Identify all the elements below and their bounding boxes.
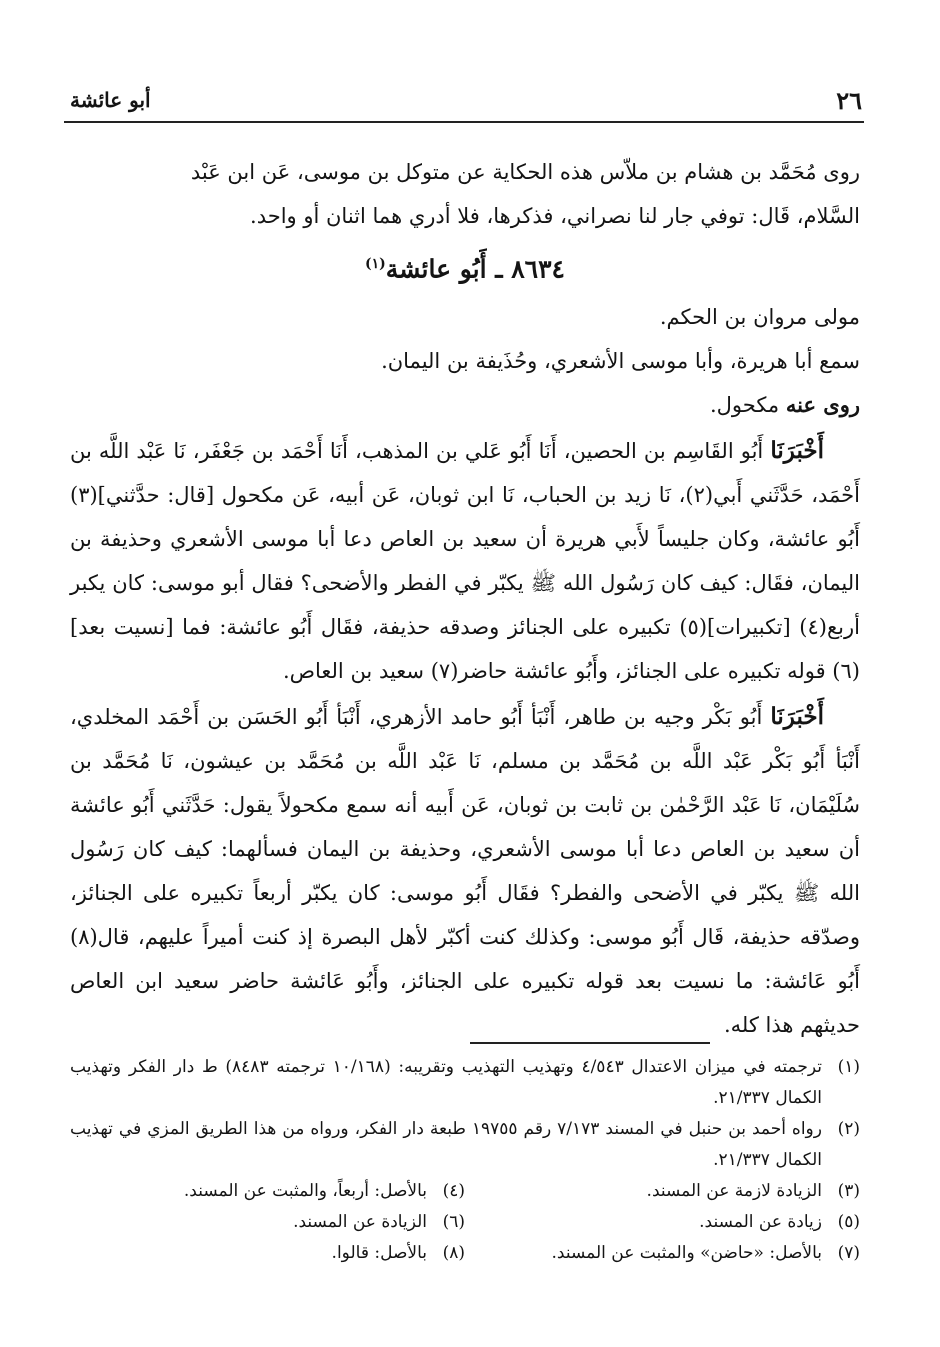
mawla-line: مولى مروان بن الحكم. xyxy=(659,305,860,330)
footnote-2-number: (٢) xyxy=(837,1119,860,1139)
intro-line-1: روى مُحَمَّد بن هشام بن ملاّس هذه الحكاية عن متوكل بن موسى، عَن ابن عَبْد xyxy=(190,160,860,184)
entry-heading-note: (١) xyxy=(365,256,386,272)
footnote-1-number: (١) xyxy=(837,1057,860,1077)
header-rule xyxy=(64,121,864,123)
footnote-7 xyxy=(465,1238,860,1269)
paragraph-2-lead: أَخْبَرَنَا xyxy=(770,703,824,731)
footnote-6-text: الزيادة عن المسند. xyxy=(293,1212,427,1232)
footnote-7-number: (٧) xyxy=(837,1243,860,1263)
footnote-8-number: (٨) xyxy=(442,1243,465,1263)
rawa-line xyxy=(70,383,860,427)
footnote-5 xyxy=(465,1207,860,1238)
paragraph-1-text: أَبُو القَاسِم بن الحصين، أَنَا أَبُو عَلي بن المذهب، أَنَا أَحْمَد بن جَعْفَر، نَا عَبْد اللَّه بن أَحْمَد، حَدَّثَني أَبي(٢)، نَا زيد بن الحباب، نَا ابن ثوبان، عَن أبيه، عَن مكحول [قال: حدَّثني](٣) أَبُو عائشة، وكان جليساً لأَبي هريرة أن سعيد بن العاص دعا أبا موسى الأشعري وحذيفة بن اليمان، فقَال: كيف كان رَسُول الله ﷺ يكبّر في الفطر والأضحى؟ فقال أبو موسى: كان يكبر أربع(٤) [تكبيرات](٥) تكبيره على الجنائز وصدقه حذيفة، فقَال أَبُو عائشة: فما [نسيت بعد](٦) قوله تكبيره على الجنائز، وأَبُو عائشة حاضر(٧) سعيد بن العاص. xyxy=(70,439,860,684)
footnote-8-text: بالأصل: قالوا. xyxy=(331,1243,427,1263)
footnote-2 xyxy=(70,1114,860,1176)
footnote-3-text: الزيادة لازمة عن المسند. xyxy=(646,1181,822,1201)
footnote-1 xyxy=(70,1052,860,1114)
footnote-row-3-4 xyxy=(70,1176,860,1207)
footnote-8 xyxy=(70,1238,465,1269)
footnote-3-number: (٣) xyxy=(837,1181,860,1201)
footnote-1-text: ترجمته في ميزان الاعتدال ٤/٥٤٣ وتهذيب التهذيب وتقريبه: (١٠/١٦٨ ترجمته ٨٤٨٣) ط دار الفكر وتهذيب الكمال ٢١/٣٣٧. xyxy=(70,1057,823,1108)
entry-heading xyxy=(70,238,860,295)
footnotes xyxy=(70,1052,860,1269)
footnote-4-number: (٤) xyxy=(442,1181,465,1201)
footnote-5-number: (٥) xyxy=(837,1212,860,1232)
page-number: ٢٦ xyxy=(836,86,862,115)
paragraph-2-text: أَبُو بَكْر وجيه بن طاهر، أَنْبَأ أَبُو حامد الأزهري، أَنْبَأ أَبُو الحَسَن بن أَحْمَد المخلدي، أَنْبَأ أَبُو بَكْر عَبْد اللَّه بن مُحَمَّد بن مسلم، نَا عَبْد اللَّه بن مُحَمَّد بن عيشون، نَا مُحَمَّد بن سُلَيْمَان، نَا عَبْد الرَّحْمٰن بن ثابت بن ثوبان، عَن أَبيه أنه سمع مكحولاً يقول: حَدَّثَني أَبُو عائشة أن سعيد بن العاص دعا أبا موسى الأشعري، وحذيفة بن اليمان فسألهما: كيف كان رَسُول الله ﷺ يكبّر في الأضحى والفطر؟ فقَال أَبُو موسى: كان يكبّر أربعاً تكبيره على الجنائز، وصدّقه حذيفة، قَال أَبُو موسى: وكذلك كنت أكبّر لأهل البصرة إذ كنت أميراً عليهم، قال(٨) أَبُو عَائشة: ما نسيت بعد قوله تكبيره على الجنائز، وأَبُو عَائشة حاضر سعيد ابن العاص حديثهم هذا كله. xyxy=(70,705,861,1038)
main-text xyxy=(70,150,860,1047)
footnote-2-text: رواه أحمد بن حنبل في المسند ٧/١٧٣ رقم ١٩٧٥٥ طبعة دار الفكر، ورواه من هذا الطريق المزي في تهذيب الكمال ٢١/٣٣٧. xyxy=(70,1119,822,1170)
footnote-7-text: بالأصل: «حاضن» والمثبت عن المسند. xyxy=(551,1243,822,1263)
footnote-row-7-8 xyxy=(70,1238,860,1269)
entry-heading-text: ٨٦٣٤ ـ أَبُو عائشة xyxy=(385,254,565,284)
samia-line: سمع أبا هريرة، وأبا موسى الأشعري، وحُذَيفة بن اليمان. xyxy=(381,349,860,374)
running-title: أبو عائشة xyxy=(70,88,151,112)
footnote-5-text: زيادة عن المسند. xyxy=(699,1212,822,1232)
intro-line-2: السَّلام، قَال: توفي جار لنا نصراني، فذكرها، فلا أدري هما اثنان أو واحد. xyxy=(250,204,860,228)
rawa-rest: مكحول. xyxy=(709,393,786,418)
footnote-3 xyxy=(465,1176,860,1207)
footnote-4 xyxy=(70,1176,465,1207)
footnote-6-number: (٦) xyxy=(442,1212,465,1232)
paragraph-1 xyxy=(70,429,860,693)
footnote-6 xyxy=(70,1207,465,1238)
rawa-label: روى عنه xyxy=(785,392,860,418)
paragraph-1-lead: أَخْبَرَنَا xyxy=(770,437,824,465)
footnote-4-text: بالأصل: أربعاً، والمثبت عن المسند. xyxy=(183,1181,427,1201)
footnote-rule xyxy=(470,1042,710,1044)
paragraph-2 xyxy=(70,695,860,1047)
footnote-row-5-6 xyxy=(70,1207,860,1238)
